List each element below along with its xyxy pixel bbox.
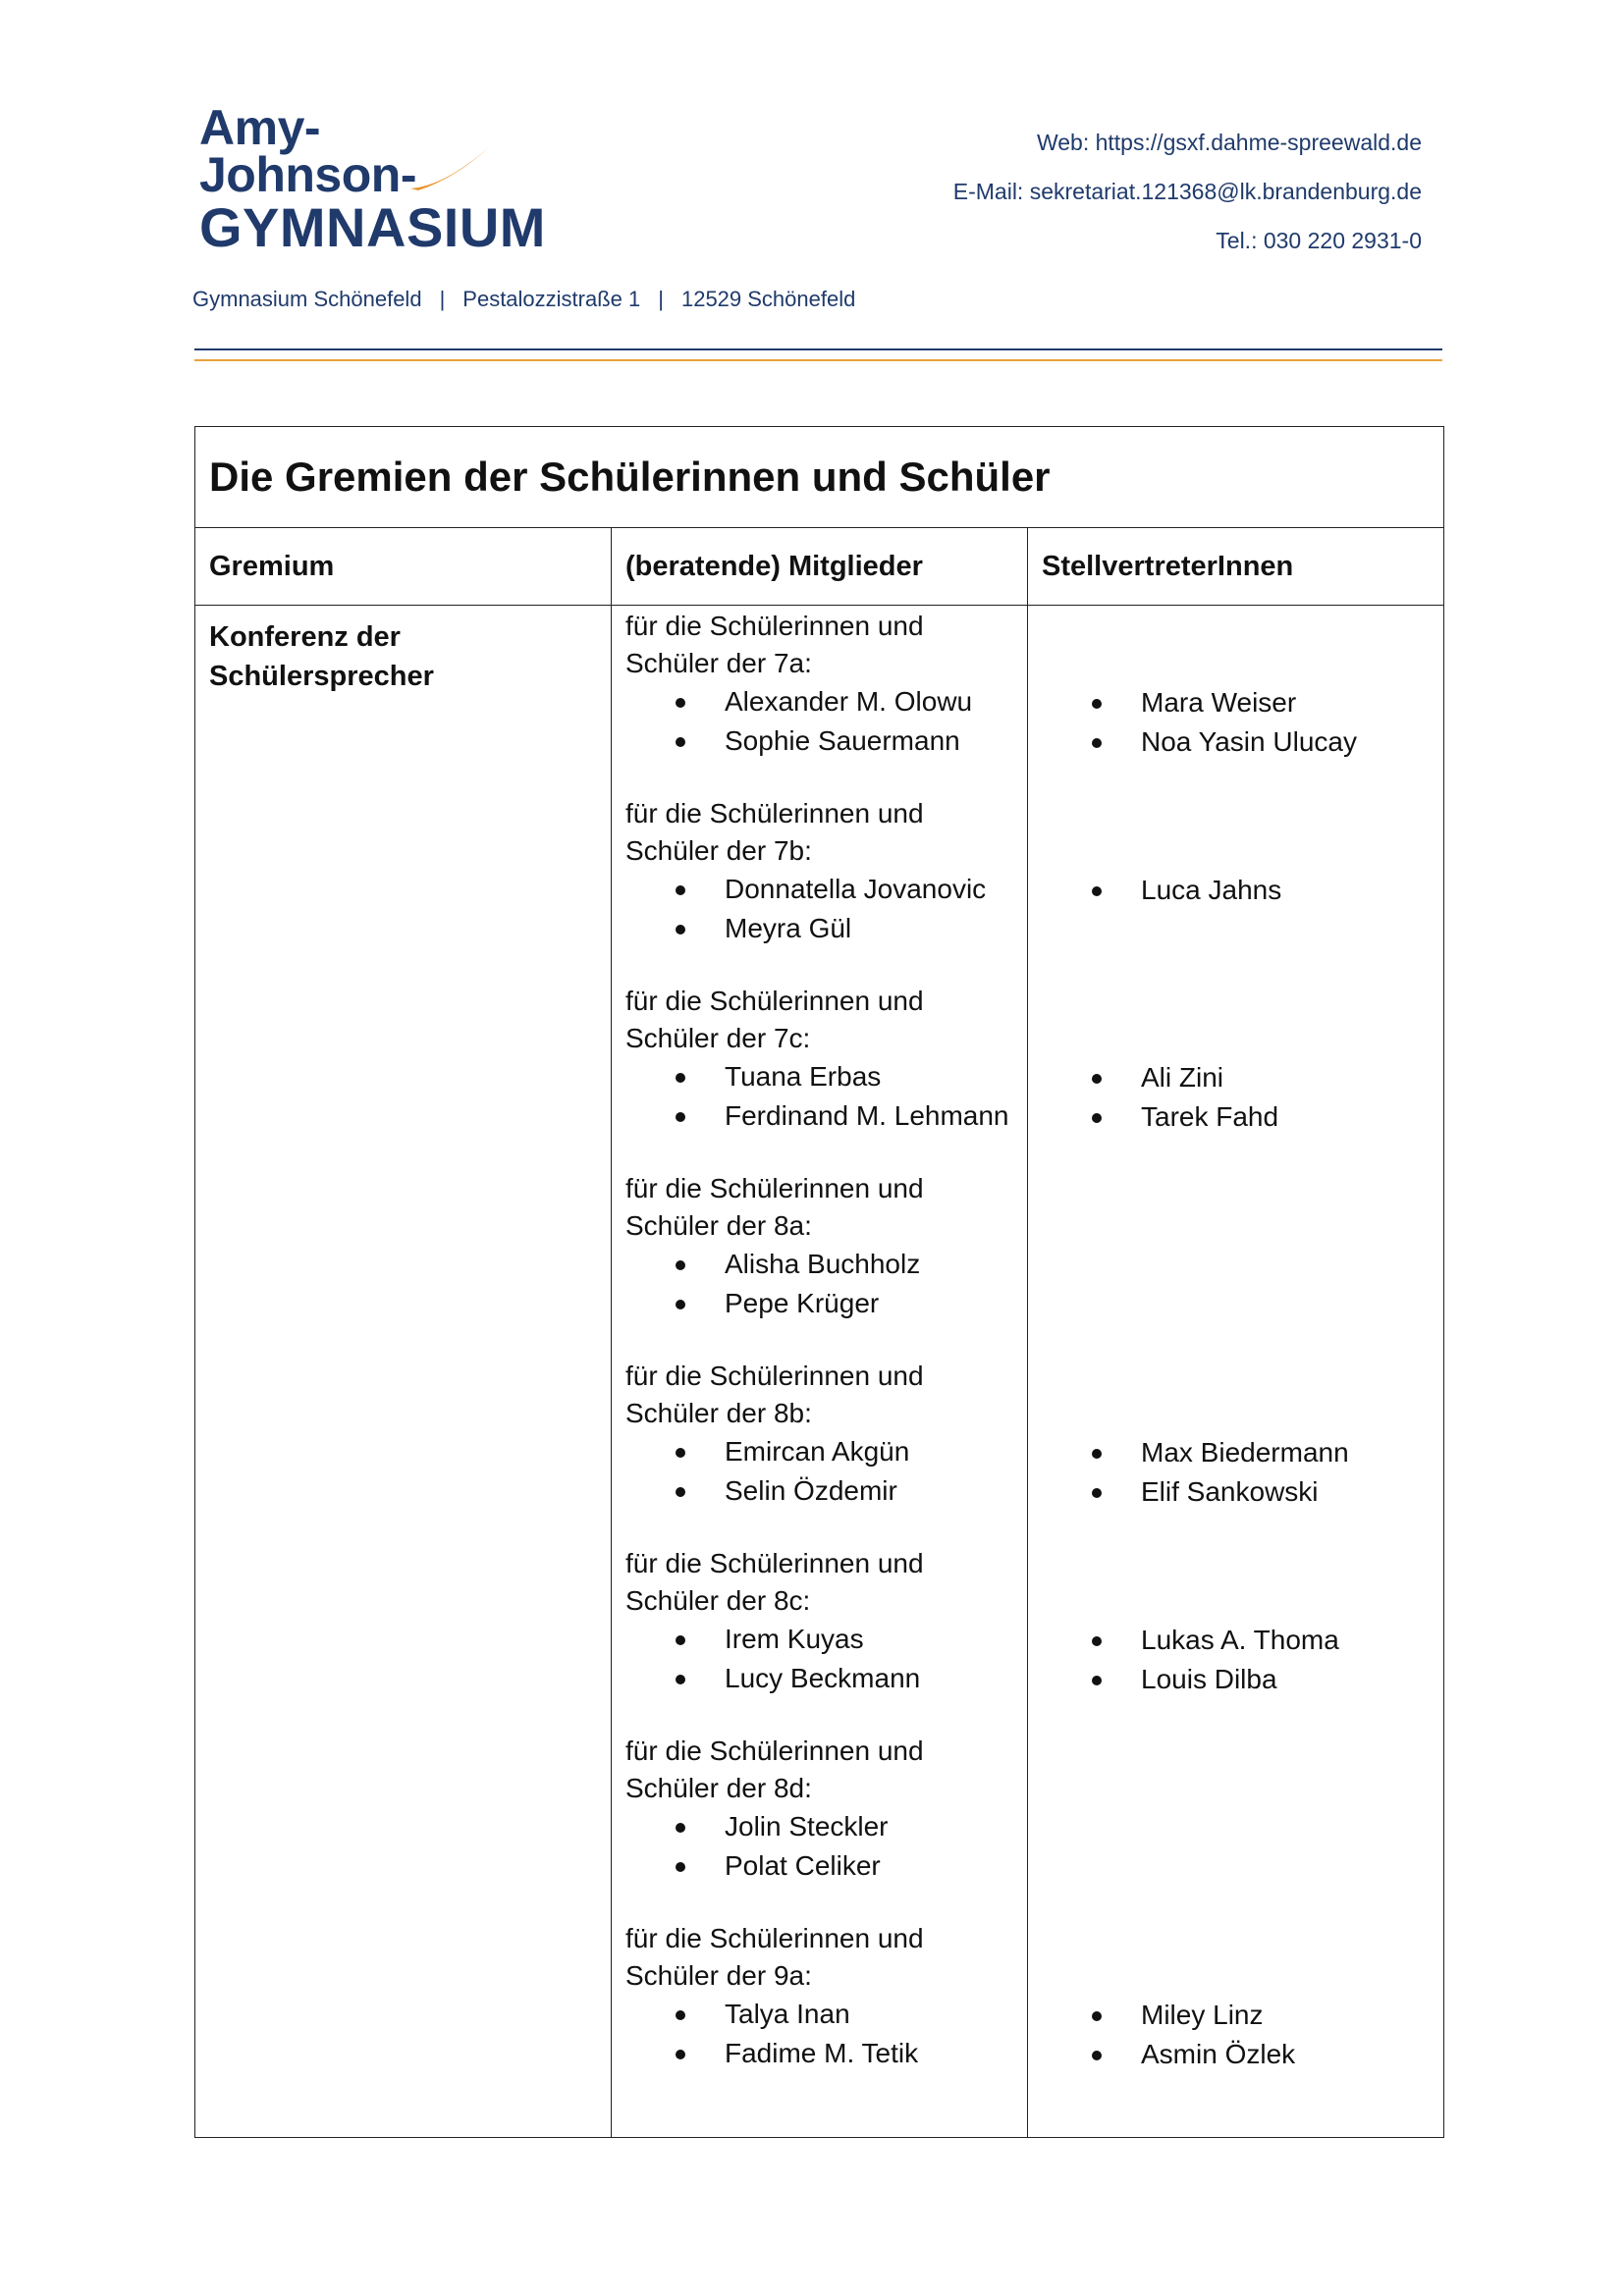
class-deputies-block bbox=[1042, 1731, 1430, 1918]
class-intro bbox=[625, 1356, 1013, 1432]
member-list bbox=[625, 1807, 1013, 1886]
class-members-block bbox=[625, 606, 1013, 793]
list-item: Polat Celiker bbox=[625, 1846, 1013, 1886]
contact-email: E-Mail: sekretariat.121368@lk.brandenburg.de bbox=[952, 179, 1422, 204]
class-members-block bbox=[625, 981, 1013, 1168]
class-members-block bbox=[625, 1731, 1013, 1918]
list-item: Emircan Akgün bbox=[625, 1432, 1013, 1471]
class-intro-line: Schüler der 7b: bbox=[625, 835, 812, 866]
list-item: Irem Kuyas bbox=[625, 1620, 1013, 1659]
class-intro-line: für die Schülerinnen und bbox=[625, 1735, 924, 1766]
class-members-block bbox=[625, 1918, 1013, 2106]
class-members-block bbox=[625, 1168, 1013, 1356]
header-rule-orange bbox=[194, 359, 1442, 361]
class-intro-line: für die Schülerinnen und bbox=[625, 1548, 924, 1578]
deputy-list bbox=[1042, 1433, 1430, 1512]
class-intro-line: Schüler der 7c: bbox=[625, 1023, 811, 1053]
list-item: Louis Dilba bbox=[1042, 1660, 1430, 1699]
class-intro-line: Schüler der 8b: bbox=[625, 1398, 812, 1428]
class-intro-line: Schüler der 8d: bbox=[625, 1773, 812, 1803]
class-intro-line: für die Schülerinnen und bbox=[625, 1923, 924, 1953]
gremium-name-line-1: Konferenz der bbox=[209, 621, 401, 653]
list-item: Noa Yasin Ulucay bbox=[1042, 722, 1430, 762]
list-item: Alexander M. Olowu bbox=[625, 682, 1013, 721]
member-list bbox=[625, 1432, 1013, 1511]
list-item: Mara Weiser bbox=[1042, 683, 1430, 722]
list-item: Donnatella Jovanovic bbox=[625, 870, 1013, 909]
deputy-list bbox=[1042, 683, 1430, 762]
list-item: Ferdinand M. Lehmann bbox=[625, 1096, 1013, 1136]
class-intro-line: für die Schülerinnen und bbox=[625, 798, 924, 828]
class-members-block bbox=[625, 1543, 1013, 1731]
address-line bbox=[192, 287, 855, 312]
header-deputies: StellvertreterInnen bbox=[1028, 528, 1444, 606]
member-list bbox=[625, 1995, 1013, 2073]
class-deputies-block bbox=[1042, 606, 1430, 793]
header-members: (beratende) Mitglieder bbox=[612, 528, 1028, 606]
class-intro bbox=[625, 1918, 1013, 1995]
class-intro bbox=[625, 793, 1013, 870]
deputy-list bbox=[1042, 1621, 1430, 1699]
class-intro bbox=[625, 606, 1013, 682]
list-item: Asmin Özlek bbox=[1042, 2035, 1430, 2074]
list-item: Tuana Erbas bbox=[625, 1057, 1013, 1096]
contact-phone: Tel.: 030 220 2931-0 bbox=[1216, 228, 1422, 253]
class-intro bbox=[625, 981, 1013, 1057]
header-rule-blue bbox=[194, 348, 1442, 350]
class-intro bbox=[625, 1168, 1013, 1245]
table-header-row bbox=[195, 528, 1444, 606]
class-members-block bbox=[625, 1356, 1013, 1543]
address-street: Pestalozzistraße 1 bbox=[462, 287, 641, 311]
class-deputies-block bbox=[1042, 1918, 1430, 2106]
class-intro bbox=[625, 1731, 1013, 1807]
address-separator: | bbox=[439, 287, 446, 311]
list-item: Lukas A. Thoma bbox=[1042, 1621, 1430, 1660]
class-intro-line: für die Schülerinnen und bbox=[625, 1173, 924, 1203]
list-item: Pepe Krüger bbox=[625, 1284, 1013, 1323]
class-intro-line: für die Schülerinnen und bbox=[625, 611, 924, 641]
list-item: Alisha Buchholz bbox=[625, 1245, 1013, 1284]
list-item: Selin Özdemir bbox=[625, 1471, 1013, 1511]
class-intro-line: Schüler der 9a: bbox=[625, 1960, 812, 1991]
member-list bbox=[625, 1057, 1013, 1136]
deputy-list bbox=[1042, 1058, 1430, 1137]
class-intro-line: Schüler der 8a: bbox=[625, 1210, 812, 1241]
class-deputies-block bbox=[1042, 793, 1430, 981]
class-deputies-block bbox=[1042, 1356, 1430, 1543]
list-item: Tarek Fahd bbox=[1042, 1097, 1430, 1137]
gremium-name-line-2: Schülersprecher bbox=[209, 661, 434, 692]
deputy-list bbox=[1042, 871, 1430, 910]
class-intro bbox=[625, 1543, 1013, 1620]
committee-table bbox=[194, 426, 1444, 2138]
class-deputies-block bbox=[1042, 981, 1430, 1168]
contact-block bbox=[953, 128, 1422, 275]
logo-line-1: Amy- bbox=[199, 100, 321, 155]
member-list bbox=[625, 870, 1013, 948]
logo-line-3: GYMNASIUM bbox=[199, 196, 546, 258]
class-members-block bbox=[625, 793, 1013, 981]
list-item: Ali Zini bbox=[1042, 1058, 1430, 1097]
list-item: Jolin Steckler bbox=[625, 1807, 1013, 1846]
address-separator: | bbox=[658, 287, 664, 311]
logo-line-2: Johnson- bbox=[199, 147, 416, 202]
list-item: Fadime M. Tetik bbox=[625, 2034, 1013, 2073]
list-item: Lucy Beckmann bbox=[625, 1659, 1013, 1698]
table-row bbox=[195, 606, 1444, 2138]
members-cell bbox=[612, 606, 1028, 2138]
deputy-list bbox=[1042, 1996, 1430, 2074]
school-logo bbox=[199, 100, 546, 258]
class-deputies-block bbox=[1042, 1168, 1430, 1356]
class-intro-line: Schüler der 8c: bbox=[625, 1585, 811, 1616]
table-title: Die Gremien der Schülerinnen und Schüler bbox=[195, 427, 1444, 528]
list-item: Meyra Gül bbox=[625, 909, 1013, 948]
list-item: Sophie Sauermann bbox=[625, 721, 1013, 761]
contact-web: Web: https://gsxf.dahme-spreewald.de bbox=[1036, 130, 1422, 155]
table-title-row bbox=[195, 427, 1444, 528]
member-list bbox=[625, 1620, 1013, 1698]
class-deputies-block bbox=[1042, 1543, 1430, 1731]
member-list bbox=[625, 682, 1013, 761]
list-item: Max Biedermann bbox=[1042, 1433, 1430, 1472]
logo-swoosh-icon bbox=[408, 143, 491, 194]
list-item: Luca Jahns bbox=[1042, 871, 1430, 910]
deputies-cell bbox=[1028, 606, 1444, 2138]
class-intro-line: Schüler der 7a: bbox=[625, 648, 812, 678]
list-item: Miley Linz bbox=[1042, 1996, 1430, 2035]
address-school: Gymnasium Schönefeld bbox=[192, 287, 422, 311]
class-intro-line: für die Schülerinnen und bbox=[625, 986, 924, 1016]
list-item: Talya Inan bbox=[625, 1995, 1013, 2034]
class-intro-line: für die Schülerinnen und bbox=[625, 1361, 924, 1391]
address-city: 12529 Schönefeld bbox=[680, 287, 856, 311]
member-list bbox=[625, 1245, 1013, 1323]
list-item: Elif Sankowski bbox=[1042, 1472, 1430, 1512]
header-gremium: Gremium bbox=[195, 528, 612, 606]
gremium-cell bbox=[195, 606, 612, 2138]
